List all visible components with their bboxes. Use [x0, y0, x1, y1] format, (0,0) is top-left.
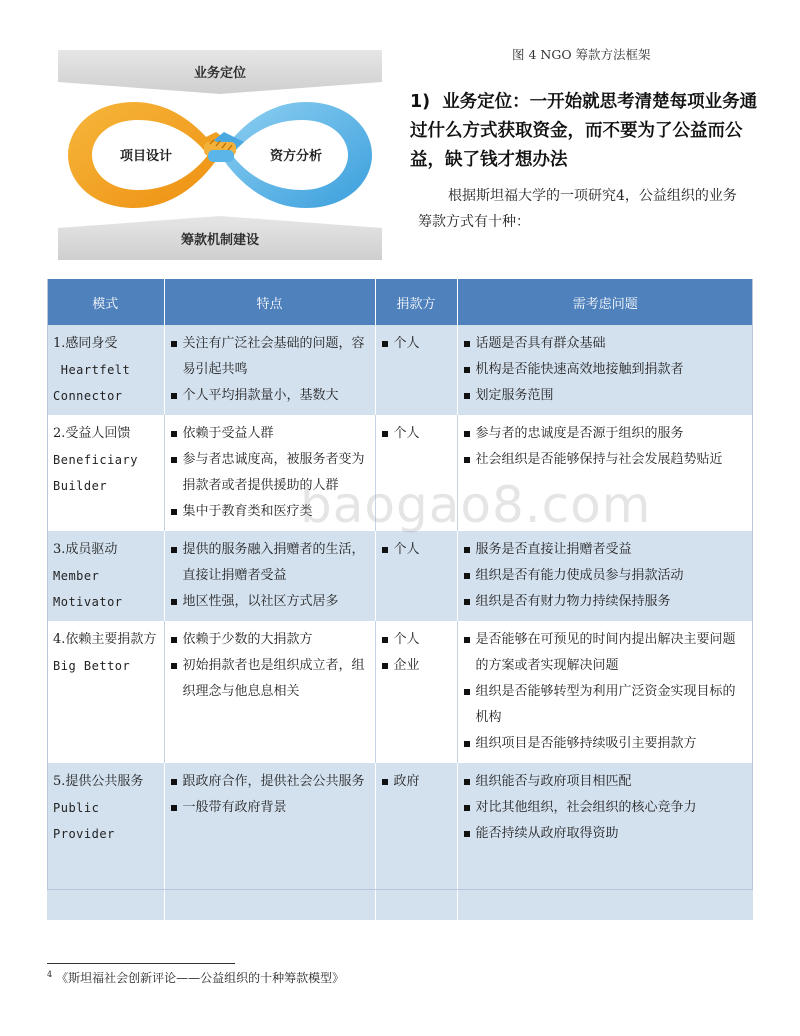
list-item: 个人平均捐款量小，基数大: [171, 383, 369, 409]
issues-cell: [457, 763, 753, 920]
features-cell: [164, 621, 375, 763]
issues-cell: [457, 531, 753, 621]
mode-cell: [47, 531, 164, 621]
intro-paragraph-text: 根据斯坦福大学的一项研究4，公益组织的业务筹款方式有十种：: [418, 188, 737, 230]
list-item: 跟政府合作，提供社会公共服务: [171, 769, 369, 795]
mode-english: Motivator: [53, 595, 123, 609]
table-row: [47, 531, 753, 621]
left-loop-label: 项目设计: [119, 149, 173, 164]
bullet-icon: [171, 779, 177, 785]
bullet-icon: [382, 779, 388, 785]
bullet-icon: [464, 779, 470, 785]
intro-paragraph: [418, 183, 748, 235]
donors-cell: [375, 621, 457, 763]
bullet-icon: [171, 457, 177, 463]
bullet-icon: [464, 393, 470, 399]
mode-english: Beneficiary: [53, 453, 138, 467]
donors-cell: [375, 531, 457, 621]
bullet-icon: [382, 547, 388, 553]
list-item: 参与者的忠诚度是否源于组织的服务: [464, 421, 748, 447]
mode-english: Provider: [53, 827, 115, 841]
right-loop-label: 资方分析: [269, 149, 323, 164]
header-features: 特点: [164, 279, 375, 325]
bullet-icon: [171, 547, 177, 553]
bullet-icon: [464, 805, 470, 811]
features-cell: [164, 531, 375, 621]
section-heading-text: 业务定位：一开始就思考清楚每项业务通过什么方式获取资金，而不要为了公益而公益，缺了钱才想办法: [410, 92, 758, 170]
donors-cell: [375, 763, 457, 920]
list-item: 政府: [382, 769, 451, 795]
bullet-icon: [171, 599, 177, 605]
bullet-icon: [171, 637, 177, 643]
list-item: 组织是否有能力使成员参与捐款活动: [464, 563, 748, 589]
list-item: 初始捐款者也是组织成立者，组织理念与他息息相关: [171, 653, 369, 705]
mode-name: 2.受益人回馈: [53, 426, 131, 441]
list-item: 关注有广泛社会基础的问题，容易引起共鸣: [171, 331, 369, 383]
bullet-icon: [171, 431, 177, 437]
bottom-banner-label: 筹款机制建设: [180, 233, 260, 248]
table-row: [47, 763, 753, 920]
issues-cell: [457, 621, 753, 763]
table-row: [47, 325, 753, 415]
list-item: 组织能否与政府项目相匹配: [464, 769, 748, 795]
table-row: [47, 621, 753, 763]
mode-cell: [47, 325, 164, 415]
bullet-icon: [171, 393, 177, 399]
figure-caption: 图 4 NGO 筹款方法框架: [512, 47, 651, 62]
list-item: 个人: [382, 331, 451, 357]
bullet-icon: [464, 741, 470, 747]
mode-english: Big Bettor: [53, 659, 131, 673]
bullet-icon: [464, 367, 470, 373]
mode-name: 4.依赖主要捐款方: [53, 632, 157, 647]
bullet-icon: [464, 599, 470, 605]
list-item: 集中于教育类和医疗类: [171, 499, 369, 525]
mode-english: Public: [53, 801, 100, 815]
footnote-divider: [47, 963, 235, 964]
bullet-icon: [382, 637, 388, 643]
section-heading-number: 1): [410, 92, 431, 112]
list-item: 个人: [382, 627, 451, 653]
list-item: 个人: [382, 421, 451, 447]
bullet-icon: [382, 341, 388, 347]
features-cell: [164, 763, 375, 920]
framework-diagram-svg: [58, 50, 382, 260]
list-item: 地区性强，以社区方式居多: [171, 589, 369, 615]
section-heading: [410, 88, 760, 175]
footnote-text: 《斯坦福社会创新评论——公益组织的十种筹款模型》: [56, 971, 345, 985]
list-item: 企业: [382, 653, 451, 679]
framework-diagram: [58, 50, 382, 260]
header-mode: 模式: [47, 279, 164, 325]
mode-cell: [47, 763, 164, 920]
list-item: 是否能够在可预见的时间内提出解决主要问题的方案或者实现解决问题: [464, 627, 748, 679]
bullet-icon: [382, 431, 388, 437]
list-item: 组织项目是否能够持续吸引主要捐款方: [464, 731, 748, 757]
top-banner-label: 业务定位: [193, 66, 247, 81]
mode-english: Member: [53, 569, 100, 583]
watermark: baogao8.com: [300, 476, 652, 534]
list-item: 划定服务范围: [464, 383, 748, 409]
bullet-icon: [464, 431, 470, 437]
list-item: 服务是否直接让捐赠者受益: [464, 537, 748, 563]
footnote-marker: 4: [47, 970, 53, 979]
bullet-icon: [464, 341, 470, 347]
list-item: 个人: [382, 537, 451, 563]
list-item: 组织是否有财力物力持续保持服务: [464, 589, 748, 615]
list-item: 依赖于少数的大捐款方: [171, 627, 369, 653]
list-item: 话题是否具有群众基础: [464, 331, 748, 357]
bullet-icon: [464, 457, 470, 463]
mode-name: 5.提供公共服务: [53, 774, 144, 789]
list-item: 对比其他组织，社会组织的核心竞争力: [464, 795, 748, 821]
bullet-icon: [171, 341, 177, 347]
mode-cell: [47, 621, 164, 763]
fundraising-models-table: [47, 279, 753, 920]
list-item: 参与者忠诚度高，被服务者变为捐款者或者提供援助的人群: [171, 447, 369, 499]
header-issues: 需考虑问题: [457, 279, 753, 325]
donors-cell: [375, 325, 457, 415]
bullet-icon: [464, 573, 470, 579]
mode-name: 3.成员驱动: [53, 542, 118, 557]
mode-cell: [47, 415, 164, 531]
table-header-row: [47, 279, 753, 325]
issues-cell: [457, 325, 753, 415]
list-item: 依赖于受益人群: [171, 421, 369, 447]
list-item: 机构是否能快速高效地接触到捐款者: [464, 357, 748, 383]
mode-english: Builder: [53, 479, 108, 493]
mode-english: Connector: [53, 389, 123, 403]
bullet-icon: [464, 547, 470, 553]
list-item: 组织是否能够转型为利用广泛资金实现目标的机构: [464, 679, 748, 731]
list-item: 提供的服务融入捐赠者的生活，直接让捐赠者受益: [171, 537, 369, 589]
list-item: 能否持续从政府取得资助: [464, 821, 748, 847]
bullet-icon: [382, 663, 388, 669]
bullet-icon: [464, 689, 470, 695]
footnote: [47, 969, 344, 986]
list-item: 社会组织是否能够保持与社会发展趋势贴近: [464, 447, 748, 473]
mode-english: Heartfelt: [53, 363, 131, 377]
bullet-icon: [464, 637, 470, 643]
bullet-icon: [171, 509, 177, 515]
bullet-icon: [171, 663, 177, 669]
features-cell: [164, 325, 375, 415]
header-donors: 捐款方: [375, 279, 457, 325]
bullet-icon: [464, 831, 470, 837]
mode-name: 1.感同身受: [53, 336, 118, 351]
bullet-icon: [171, 805, 177, 811]
list-item: 一般带有政府背景: [171, 795, 369, 821]
